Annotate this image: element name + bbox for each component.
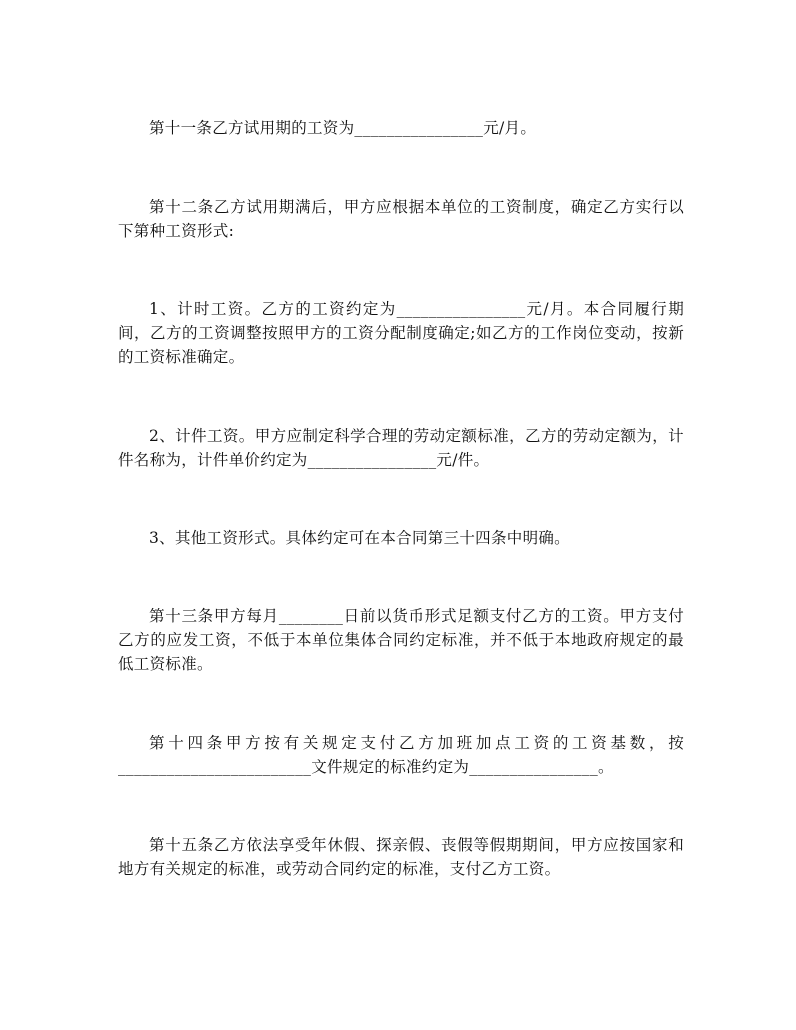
- paragraph-article-11: 第十一条乙方试用期的工资为________________元/月。: [149, 119, 537, 137]
- paragraph-article-13: 第十三条甲方每月________日前以货币形式足额支付乙方的工资。甲方支付乙方的应发工资，不低于本单位集体合同约定标准，并不低于本地政府规定的最低工资标准。: [118, 607, 684, 673]
- paragraph-article-15: 第十五条乙方依法享受年休假、探亲假、丧假等假期期间，甲方应按国家和地方有关规定的标准，或劳动合同约定的标准，支付乙方工资。: [118, 836, 684, 878]
- paragraph-other-wage: 3、其他工资形式。具体约定可在本合同第三十四条中明确。: [149, 529, 570, 547]
- paragraph-hourly-wage: 1、计时工资。乙方的工资约定为________________元/月。本合同履行期间，乙方的工资调整按照甲方的工资分配制度确定;如乙方的工作岗位变动，按新的工资标准确定。: [118, 300, 684, 366]
- paragraph-piece-wage: 2、计件工资。甲方应制定科学合理的劳动定额标准，乙方的劳动定额为，计件名称为，计件单价约定为________________元/件。: [118, 427, 684, 469]
- paragraph-article-12: 第十二条乙方试用期满后，甲方应根据本单位的工资制度，确定乙方实行以下第种工资形式:: [118, 198, 684, 240]
- paragraph-article-14: 第十四条甲方按有关规定支付乙方加班加点工资的工资基数，按________________________文件规定的标准约定为________________。: [118, 734, 684, 776]
